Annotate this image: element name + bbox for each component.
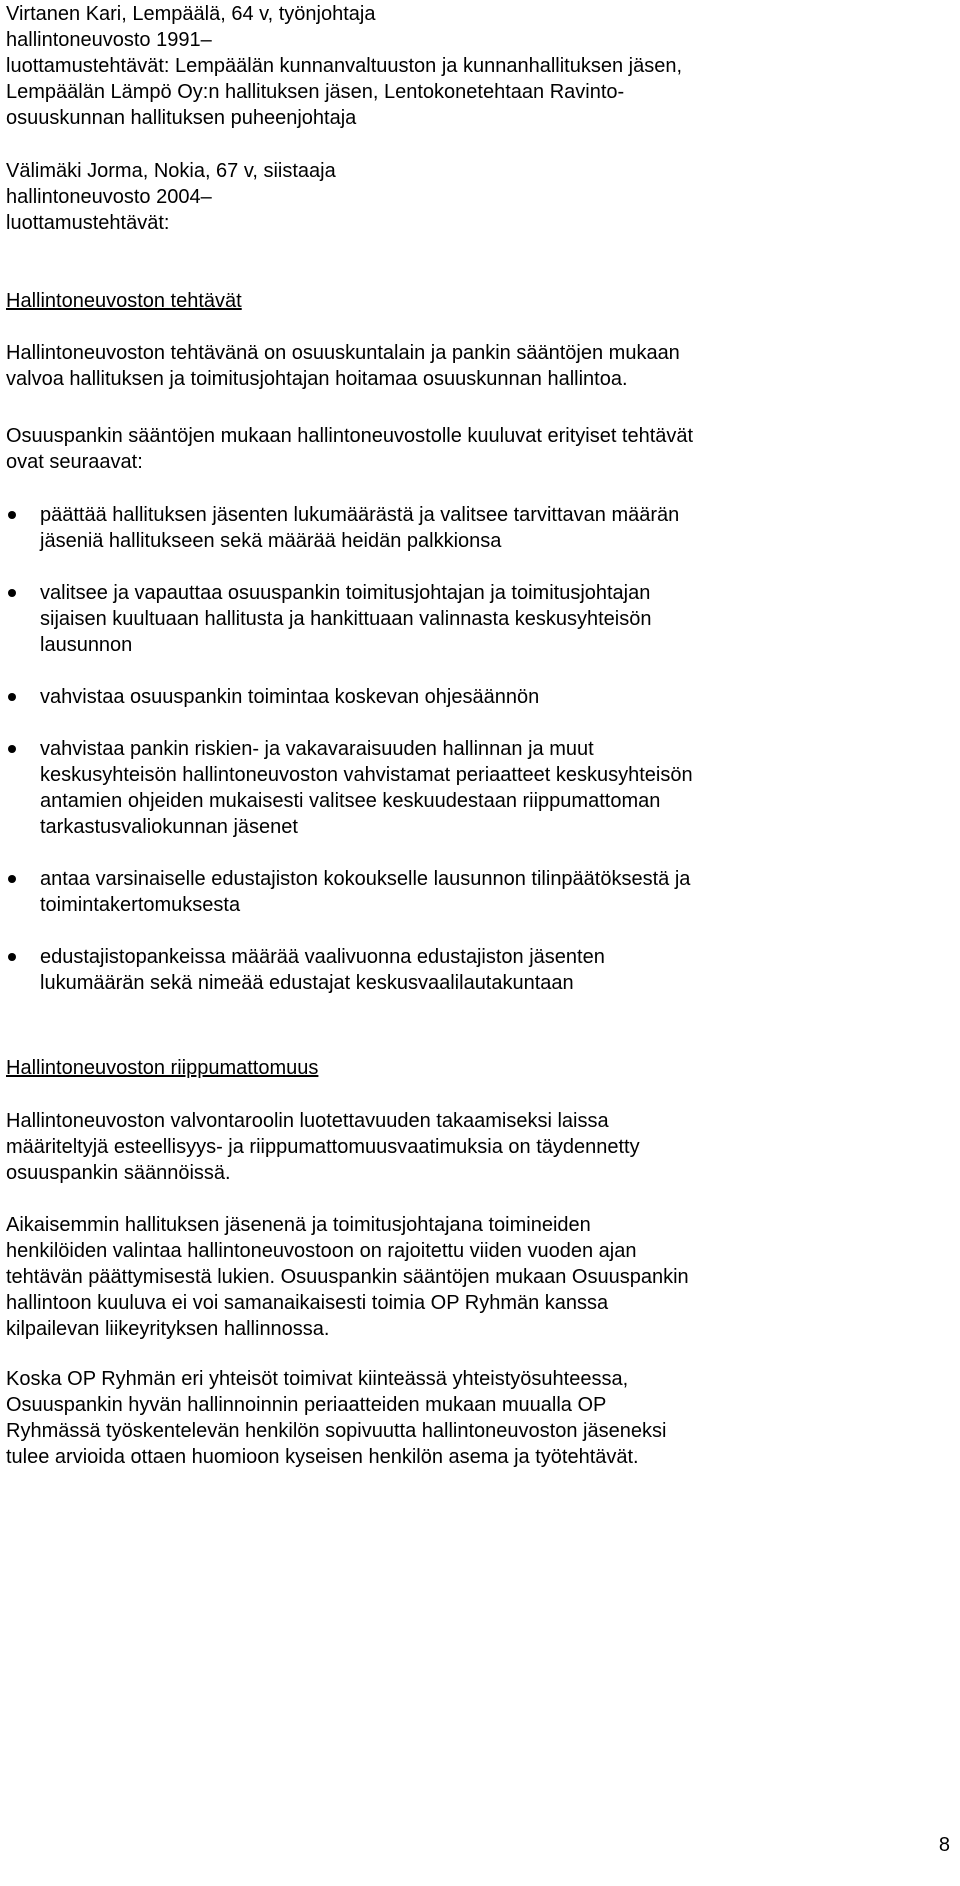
text-line: Välimäki Jorma, Nokia, 67 v, siistaaja — [6, 160, 336, 182]
text-line: hallintoneuvosto 1991– — [6, 29, 212, 51]
text-line: Osuuspankin hyvän hallinnoinnin periaatteiden mukaan muualla OP — [6, 1394, 607, 1416]
list-item — [6, 684, 946, 710]
text-line: vahvistaa pankin riskien- ja vakavaraisuuden hallinnan ja muut — [40, 738, 594, 760]
member-entry-valimaki — [6, 158, 336, 236]
list-item — [6, 736, 946, 840]
text-line: tarkastusvaliokunnan jäsenet — [40, 816, 298, 838]
text-line: luottamustehtävät: Lempäälän kunnanvaltuuston ja kunnanhallituksen jäsen, — [6, 55, 683, 77]
text-line: Hallintoneuvoston tehtävänä on osuuskuntalain ja pankin sääntöjen mukaan — [6, 342, 680, 364]
text-line: valvoa hallituksen ja toimitusjohtajan hoitamaa osuuskunnan hallintoa. — [6, 368, 628, 390]
text-line: luottamustehtävät: — [6, 212, 170, 234]
section-heading-tasks: Hallintoneuvoston tehtävät — [6, 290, 242, 312]
text-line: hallintoon kuuluva ei voi samanaikaisesti toimia OP Ryhmän kanssa — [6, 1292, 609, 1314]
text-line: Virtanen Kari, Lempäälä, 64 v, työnjohtaja — [6, 3, 376, 25]
tasks-lead-paragraph — [6, 423, 693, 475]
page-number: 8 — [938, 1834, 950, 1856]
text-line: jäseniä hallitukseen sekä määrää heidän palkkionsa — [40, 530, 502, 552]
bullet-icon — [8, 589, 16, 597]
tasks-intro-paragraph — [6, 340, 680, 392]
text-line: antamien ohjeiden mukaisesti valitsee keskuudestaan riippumattoman — [40, 790, 661, 812]
text-line: Koska OP Ryhmän eri yhteisöt toimivat kiinteässä yhteistyösuhteessa, — [6, 1368, 629, 1390]
independence-paragraph-1 — [6, 1108, 640, 1186]
text-line: Lempäälän Lämpö Oy:n hallituksen jäsen, Lentokonetehtaan Ravinto- — [6, 81, 625, 103]
text-line: määriteltyjä esteellisyys- ja riippumattomuusvaatimuksia on täydennetty — [6, 1136, 640, 1158]
list-item — [6, 580, 946, 658]
text-line: ovat seuraavat: — [6, 451, 143, 473]
text-line: lausunnon — [40, 634, 133, 656]
list-item — [6, 866, 946, 918]
text-line: vahvistaa osuuspankin toimintaa koskevan ohjesäännön — [40, 686, 540, 708]
text-line: hallintoneuvosto 2004– — [6, 186, 212, 208]
bullet-icon — [8, 953, 16, 961]
list-item — [6, 944, 946, 996]
independence-paragraph-3 — [6, 1366, 666, 1470]
list-item — [6, 502, 946, 554]
text-line: Hallintoneuvoston valvontaroolin luotettavuuden takaamiseksi laissa — [6, 1110, 609, 1132]
text-line: osuuskunnan hallituksen puheenjohtaja — [6, 107, 357, 129]
bullet-icon — [8, 693, 16, 701]
text-line: kilpailevan liikeyrityksen hallinnossa. — [6, 1318, 330, 1340]
bullet-icon — [8, 875, 16, 883]
text-line: tehtävän päättymisestä lukien. Osuuspankin sääntöjen mukaan Osuuspankin — [6, 1266, 689, 1288]
text-line: tulee arvioida ottaen huomioon kyseisen henkilön asema ja työtehtävät. — [6, 1446, 639, 1468]
text-line: keskusyhteisön hallintoneuvoston vahvistamat periaatteet keskusyhteisön — [40, 764, 693, 786]
text-line: toimintakertomuksesta — [40, 894, 241, 916]
text-line: Osuuspankin sääntöjen mukaan hallintoneuvostolle kuuluvat erityiset tehtävät — [6, 425, 694, 447]
tasks-bullet-list — [6, 502, 946, 996]
text-line: päättää hallituksen jäsenten lukumäärästä ja valitsee tarvittavan määrän — [40, 504, 680, 526]
text-line: lukumäärän sekä nimeää edustajat keskusvaalilautakuntaan — [40, 972, 574, 994]
text-line: antaa varsinaiselle edustajiston kokoukselle lausunnon tilinpäätöksestä ja — [40, 868, 691, 890]
text-line: valitsee ja vapauttaa osuuspankin toimitusjohtajan ja toimitusjohtajan — [40, 582, 651, 604]
text-line: edustajistopankeissa määrää vaalivuonna edustajiston jäsenten — [40, 946, 605, 968]
bullet-icon — [8, 511, 16, 519]
bullet-icon — [8, 745, 16, 753]
text-line: osuuspankin säännöissä. — [6, 1162, 231, 1184]
section-heading-independence: Hallintoneuvoston riippumattomuus — [6, 1057, 319, 1079]
text-line: henkilöiden valintaa hallintoneuvostoon on rajoitettu viiden vuoden ajan — [6, 1240, 637, 1262]
independence-paragraph-2 — [6, 1212, 689, 1342]
text-line: Aikaisemmin hallituksen jäsenenä ja toimitusjohtajana toimineiden — [6, 1214, 591, 1236]
member-entry-virtanen — [6, 1, 682, 131]
text-line: Ryhmässä työskentelevän henkilön sopivuutta hallintoneuvoston jäseneksi — [6, 1420, 667, 1442]
text-line: sijaisen kuultuaan hallitusta ja hankittuaan valinnasta keskusyhteisön — [40, 608, 652, 630]
